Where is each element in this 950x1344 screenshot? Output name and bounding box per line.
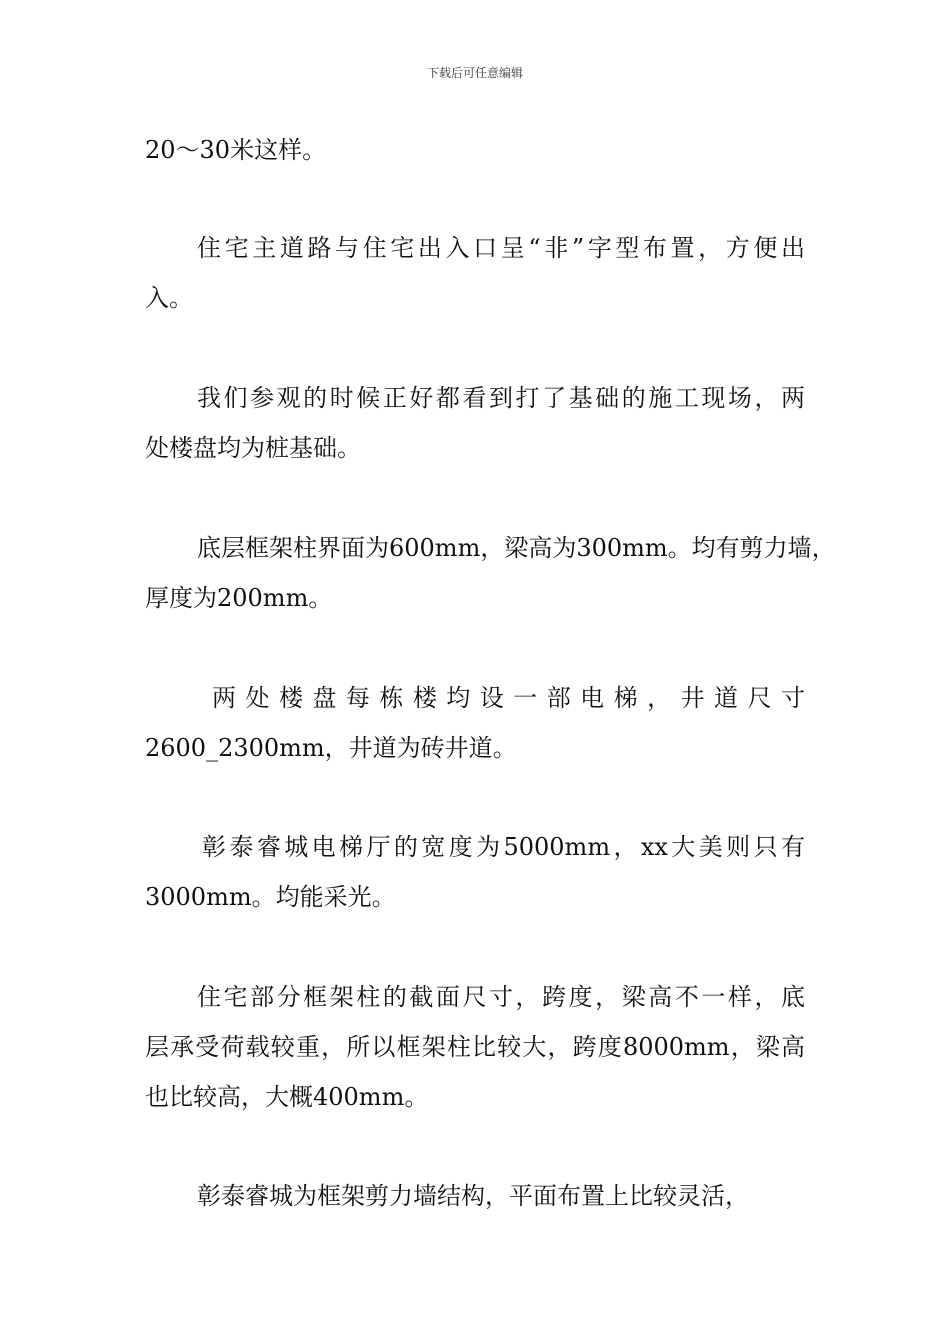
- paragraph-7-line-2: 层承受荷载较重，所以框架柱比较大，跨度8000mm，梁高: [145, 1033, 805, 1061]
- paragraph-6-line-1: 彰泰睿城电梯厅的宽度为5000mm，xx大美则只有: [202, 833, 805, 861]
- paragraph-1-line-1: 20～30米这样。: [145, 136, 327, 164]
- paragraph-4-line-1: 底层框架柱界面为600mm，梁高为300mm。均有剪力墙，: [197, 534, 836, 562]
- paragraph-5-line-2: 2600_2300mm，井道为砖井道。: [145, 734, 517, 762]
- paragraph-3-line-2: 处楼盘均为桩基础。: [145, 434, 361, 462]
- paragraph-7-line-1: 住宅部分框架柱的截面尺寸，跨度，梁高不一样，底: [197, 983, 805, 1011]
- paragraph-3-line-1: 我们参观的时候正好都看到打了基础的施工现场，两: [197, 384, 805, 412]
- paragraph-8-line-1: 彰泰睿城为框架剪力墙结构，平面布置上比较灵活，: [197, 1182, 749, 1210]
- paragraph-5-line-1: 两处楼盘每栋楼均设一部电梯，井道尺寸: [212, 684, 805, 712]
- paragraph-6-line-2: 3000mm。均能采光。: [145, 883, 396, 911]
- page-header: 下载后可任意编辑: [426, 66, 523, 80]
- paragraph-2-line-1: 住宅主道路与住宅出入口呈“非”字型布置，方便出: [197, 234, 805, 262]
- paragraph-7-line-3: 也比较高，大概400mm。: [145, 1083, 429, 1111]
- paragraph-2-line-2: 入。: [145, 284, 193, 312]
- paragraph-4-line-2: 厚度为200mm。: [145, 584, 333, 612]
